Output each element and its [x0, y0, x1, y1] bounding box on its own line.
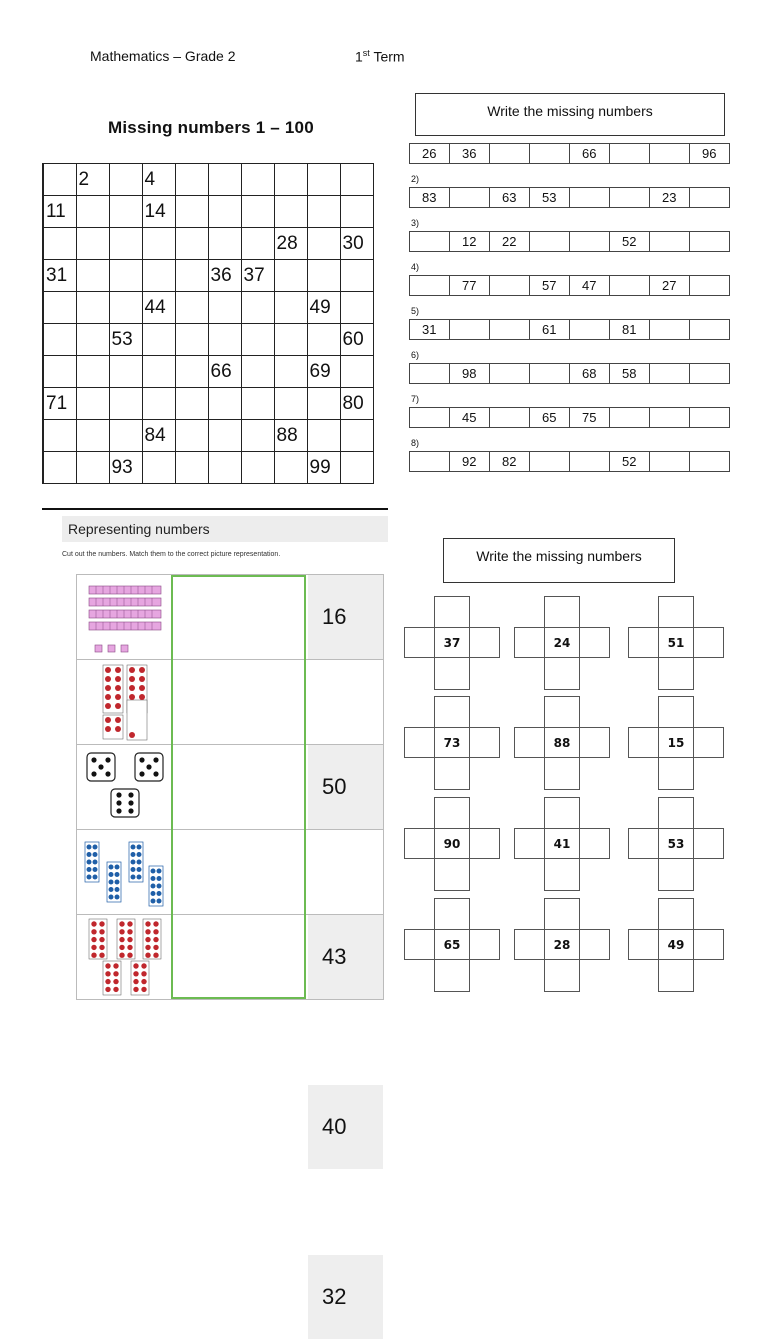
sequence-cell: 61 — [530, 320, 570, 340]
grid-cell-blank[interactable] — [208, 324, 241, 356]
sequence-cell-blank[interactable] — [650, 452, 690, 472]
grid-cell-blank[interactable] — [43, 292, 76, 324]
number-cross — [404, 696, 500, 790]
grid-cell-blank[interactable] — [274, 196, 307, 228]
grid-cell-blank[interactable] — [208, 164, 241, 196]
grid-cell-blank[interactable] — [142, 260, 175, 292]
sequence-cell: 12 — [450, 232, 490, 252]
cross-center-number: 90 — [434, 828, 470, 859]
sequence-number: 2) — [411, 174, 420, 184]
sequence-cell-blank[interactable] — [690, 408, 730, 428]
number-card[interactable]: 43 — [308, 915, 383, 999]
sequence-cell: 83 — [410, 188, 450, 208]
sequence-cell-blank[interactable] — [530, 144, 570, 164]
grid-cell: 49 — [307, 292, 340, 324]
grid-cell-blank[interactable] — [307, 324, 340, 356]
sequence-cell-blank[interactable] — [610, 276, 650, 296]
grid-cell-blank[interactable] — [241, 196, 274, 228]
grid-cell: 71 — [43, 388, 76, 420]
cross-center-number: 28 — [544, 929, 580, 960]
sequence-row — [409, 275, 730, 296]
grid-cell-blank[interactable] — [76, 388, 109, 420]
blue-strips-picture — [77, 830, 172, 914]
sequence-number: 5) — [411, 306, 420, 316]
sequence-cell: 22 — [490, 232, 530, 252]
grid-cell-blank[interactable] — [109, 420, 142, 452]
sequence-row — [409, 231, 730, 252]
grid-cell-blank[interactable] — [76, 228, 109, 260]
grid-cell: 4 — [142, 164, 175, 196]
grid-row — [43, 452, 373, 484]
sequence-cell: 31 — [410, 320, 450, 340]
sequence-number: 4) — [411, 262, 420, 272]
divider — [42, 508, 388, 510]
grid-row — [43, 420, 373, 452]
grid-cell: 37 — [241, 260, 274, 292]
sequence-cell: 96 — [690, 144, 730, 164]
grid-cell-blank[interactable] — [175, 196, 208, 228]
grid-cell-blank[interactable] — [340, 260, 373, 292]
grid-cell-blank[interactable] — [175, 388, 208, 420]
sequence-cell-blank[interactable] — [690, 232, 730, 252]
grid-cell-blank[interactable] — [109, 388, 142, 420]
grid-cell: 14 — [142, 196, 175, 228]
grid-cell-blank[interactable] — [241, 292, 274, 324]
sequence-cell-blank[interactable] — [410, 232, 450, 252]
grid-row — [43, 228, 373, 260]
sequence-cell-blank[interactable] — [490, 276, 530, 296]
sequence-cell-blank[interactable] — [530, 452, 570, 472]
sequence-row — [409, 187, 730, 208]
cross-center-number: 49 — [658, 929, 694, 960]
sequence-cell-blank[interactable] — [530, 364, 570, 384]
grid-cell-blank[interactable] — [241, 228, 274, 260]
grid-cell-blank[interactable] — [208, 388, 241, 420]
cross-center-number: 73 — [434, 727, 470, 758]
grid-cell: 66 — [208, 356, 241, 388]
sequence-cell-blank[interactable] — [690, 364, 730, 384]
sequence-cell-blank[interactable] — [570, 188, 610, 208]
sequence-row — [409, 407, 730, 428]
grid-cell-blank[interactable] — [109, 164, 142, 196]
number-cross — [628, 797, 724, 891]
number-cross — [404, 797, 500, 891]
grid-cell-blank[interactable] — [76, 260, 109, 292]
cross-center-number: 37 — [434, 627, 470, 658]
sequence-number: 3) — [411, 218, 420, 228]
grid-cell-blank[interactable] — [274, 292, 307, 324]
sequence-cell-blank[interactable] — [490, 364, 530, 384]
term-label: 1st Term — [355, 48, 405, 65]
grid-cell-blank[interactable] — [142, 452, 175, 484]
number-cross — [404, 596, 500, 690]
grid-cell-blank[interactable] — [175, 164, 208, 196]
sequence-cell: 23 — [650, 188, 690, 208]
sequence-number: 6) — [411, 350, 420, 360]
grid-cell-blank[interactable] — [241, 388, 274, 420]
grid-cell-blank[interactable] — [43, 324, 76, 356]
grid-row — [43, 292, 373, 324]
grid-cell: 2 — [76, 164, 109, 196]
grid-cell: 31 — [43, 260, 76, 292]
grid-cell-blank[interactable] — [241, 452, 274, 484]
sequence-cell: 77 — [450, 276, 490, 296]
grid-cell-blank[interactable] — [109, 260, 142, 292]
cross-center-number: 65 — [434, 929, 470, 960]
grid-cell-blank[interactable] — [109, 228, 142, 260]
grid-row — [43, 196, 373, 228]
sequence-cell-blank[interactable] — [450, 188, 490, 208]
sequence-cell-blank[interactable] — [690, 452, 730, 472]
sequence-cell: 36 — [450, 144, 490, 164]
sequence-cell-blank[interactable] — [650, 144, 690, 164]
sequence-row — [409, 363, 730, 384]
sequence-cell: 47 — [570, 276, 610, 296]
representing-instruction: Cut out the numbers. Match them to the correct picture representation. — [62, 551, 281, 558]
sequence-cell: 52 — [610, 232, 650, 252]
grid-cell-blank[interactable] — [175, 324, 208, 356]
cross-center-number: 88 — [544, 727, 580, 758]
grid-cell: 80 — [340, 388, 373, 420]
grid-cell-blank[interactable] — [175, 452, 208, 484]
number-card[interactable]: 32 — [308, 1255, 383, 1339]
grid-cell-blank[interactable] — [307, 164, 340, 196]
hundred-grid — [42, 163, 374, 484]
number-cross — [628, 898, 724, 992]
grid-cell-blank[interactable] — [76, 324, 109, 356]
grid-cell: 88 — [274, 420, 307, 452]
grid-cell-blank[interactable] — [274, 324, 307, 356]
ten-frame-picture — [77, 660, 172, 744]
grid-cell: 36 — [208, 260, 241, 292]
sequence-cell-blank[interactable] — [610, 188, 650, 208]
grid-cell: 69 — [307, 356, 340, 388]
sequence-number: 8) — [411, 438, 420, 448]
grid-cell-blank[interactable] — [43, 420, 76, 452]
grid-cell-blank[interactable] — [307, 228, 340, 260]
sequence-cell-blank[interactable] — [530, 232, 570, 252]
red-frames-picture — [77, 915, 172, 999]
sequence-cell-blank[interactable] — [690, 320, 730, 340]
grid-cell: 60 — [340, 324, 373, 356]
cross-center-number: 24 — [544, 627, 580, 658]
number-cross — [628, 596, 724, 690]
grid-cell-blank[interactable] — [43, 164, 76, 196]
sequence-cell-blank[interactable] — [410, 408, 450, 428]
grid-cell-blank[interactable] — [208, 452, 241, 484]
grid-cell-blank[interactable] — [76, 292, 109, 324]
grid-cell-blank[interactable] — [241, 324, 274, 356]
sequence-cell: 45 — [450, 408, 490, 428]
grid-cell-blank[interactable] — [109, 356, 142, 388]
grid-cell-blank[interactable] — [142, 356, 175, 388]
number-cross — [404, 898, 500, 992]
grid-cell-blank[interactable] — [241, 420, 274, 452]
number-cross — [628, 696, 724, 790]
grid-row — [43, 260, 373, 292]
sequence-cell: 68 — [570, 364, 610, 384]
grid-cell: 28 — [274, 228, 307, 260]
sequence-cell-blank[interactable] — [410, 364, 450, 384]
cross-center-number: 51 — [658, 627, 694, 658]
sequence-cell-blank[interactable] — [610, 408, 650, 428]
grid-cell-blank[interactable] — [307, 420, 340, 452]
grid-cell-blank[interactable] — [43, 228, 76, 260]
number-cross — [514, 696, 610, 790]
sequence-number: 7) — [411, 394, 420, 404]
sequence-cell: 53 — [530, 188, 570, 208]
sequence-cell: 58 — [610, 364, 650, 384]
sequence-cell-blank[interactable] — [490, 144, 530, 164]
grid-cell: 44 — [142, 292, 175, 324]
grid-cell-blank[interactable] — [76, 196, 109, 228]
grid-cell-blank[interactable] — [142, 324, 175, 356]
number-cross — [514, 898, 610, 992]
grid-cell-blank[interactable] — [241, 356, 274, 388]
grid-cell-blank[interactable] — [208, 228, 241, 260]
grid-cell-blank[interactable] — [76, 452, 109, 484]
sequence-cell-blank[interactable] — [490, 408, 530, 428]
grid-cell-blank[interactable] — [340, 292, 373, 324]
grid-cell-blank[interactable] — [274, 164, 307, 196]
sequence-cell-blank[interactable] — [690, 276, 730, 296]
sequence-cell-blank[interactable] — [410, 276, 450, 296]
sequence-cell: 26 — [410, 144, 450, 164]
grid-cell-blank[interactable] — [307, 260, 340, 292]
cross-center-number: 15 — [658, 727, 694, 758]
grid-cell-blank[interactable] — [274, 356, 307, 388]
sequence-row — [409, 143, 730, 164]
base-ten-picture — [77, 575, 172, 659]
grid-cell: 84 — [142, 420, 175, 452]
grid-cell-blank[interactable] — [274, 452, 307, 484]
grid-cell-blank[interactable] — [208, 196, 241, 228]
grid-cell-blank[interactable] — [340, 420, 373, 452]
grid-row — [43, 164, 373, 196]
grid-row — [43, 356, 373, 388]
sequence-cell-blank[interactable] — [650, 320, 690, 340]
sequence-cell: 57 — [530, 276, 570, 296]
answer-column[interactable] — [171, 575, 306, 999]
grid-cell-blank[interactable] — [340, 356, 373, 388]
number-card[interactable]: 50 — [308, 745, 383, 829]
sequence-cell-blank[interactable] — [410, 452, 450, 472]
sequence-cell-blank[interactable] — [610, 144, 650, 164]
grid-cell-blank[interactable] — [340, 452, 373, 484]
cross-center-number: 41 — [544, 828, 580, 859]
grid-cell-blank[interactable] — [142, 228, 175, 260]
crosses-heading: Write the missing numbers — [443, 538, 675, 583]
sequence-cell: 63 — [490, 188, 530, 208]
grid-cell-blank[interactable] — [340, 196, 373, 228]
sequence-cell-blank[interactable] — [570, 320, 610, 340]
grid-cell-blank[interactable] — [43, 356, 76, 388]
grid-cell: 93 — [109, 452, 142, 484]
sequence-cell: 98 — [450, 364, 490, 384]
sequence-cell-blank[interactable] — [570, 452, 610, 472]
grid-row — [43, 388, 373, 420]
grid-title: Missing numbers 1 – 100 — [108, 118, 314, 137]
grid-cell-blank[interactable] — [274, 388, 307, 420]
sequences-heading: Write the missing numbers — [415, 93, 725, 136]
sequence-cell: 66 — [570, 144, 610, 164]
number-cross — [514, 797, 610, 891]
grid-cell-blank[interactable] — [175, 228, 208, 260]
grid-cell-blank[interactable] — [307, 388, 340, 420]
grid-cell-blank[interactable] — [76, 356, 109, 388]
number-card[interactable]: 40 — [308, 1085, 383, 1169]
grid-cell: 99 — [307, 452, 340, 484]
grid-cell-blank[interactable] — [274, 260, 307, 292]
dice-picture — [77, 745, 172, 829]
sequence-row — [409, 451, 730, 472]
grid-cell-blank[interactable] — [109, 292, 142, 324]
cross-center-number: 53 — [658, 828, 694, 859]
grid-cell-blank[interactable] — [208, 292, 241, 324]
grid-cell-blank[interactable] — [307, 196, 340, 228]
grid-row — [43, 324, 373, 356]
sequence-cell: 75 — [570, 408, 610, 428]
grid-cell: 11 — [43, 196, 76, 228]
grid-cell-blank[interactable] — [142, 388, 175, 420]
grid-cell-blank[interactable] — [109, 196, 142, 228]
sequence-cell-blank[interactable] — [450, 320, 490, 340]
sequence-cell: 27 — [650, 276, 690, 296]
sequence-cell-blank[interactable] — [570, 232, 610, 252]
number-cross — [514, 596, 610, 690]
grid-cell: 53 — [109, 324, 142, 356]
grid-cell-blank[interactable] — [76, 420, 109, 452]
grid-cell-blank[interactable] — [43, 452, 76, 484]
grid-cell-blank[interactable] — [241, 164, 274, 196]
sequence-cell-blank[interactable] — [690, 188, 730, 208]
sequence-cell: 65 — [530, 408, 570, 428]
grid-cell-blank[interactable] — [175, 292, 208, 324]
grid-cell: 30 — [340, 228, 373, 260]
grid-cell-blank[interactable] — [175, 356, 208, 388]
sequence-cell: 52 — [610, 452, 650, 472]
sequence-row — [409, 319, 730, 340]
sequence-cell: 82 — [490, 452, 530, 472]
grid-cell-blank[interactable] — [208, 420, 241, 452]
number-card[interactable]: 16 — [308, 575, 383, 659]
sequence-cell: 81 — [610, 320, 650, 340]
sequence-cell: 92 — [450, 452, 490, 472]
grid-cell-blank[interactable] — [175, 420, 208, 452]
sequence-cell-blank[interactable] — [490, 320, 530, 340]
page-subject: Mathematics – Grade 2 — [90, 48, 236, 64]
sequence-cell-blank[interactable] — [650, 408, 690, 428]
representing-title: Representing numbers — [62, 516, 388, 542]
grid-cell-blank[interactable] — [175, 260, 208, 292]
sequence-cell-blank[interactable] — [650, 364, 690, 384]
sequence-cell-blank[interactable] — [650, 232, 690, 252]
grid-cell-blank[interactable] — [340, 164, 373, 196]
